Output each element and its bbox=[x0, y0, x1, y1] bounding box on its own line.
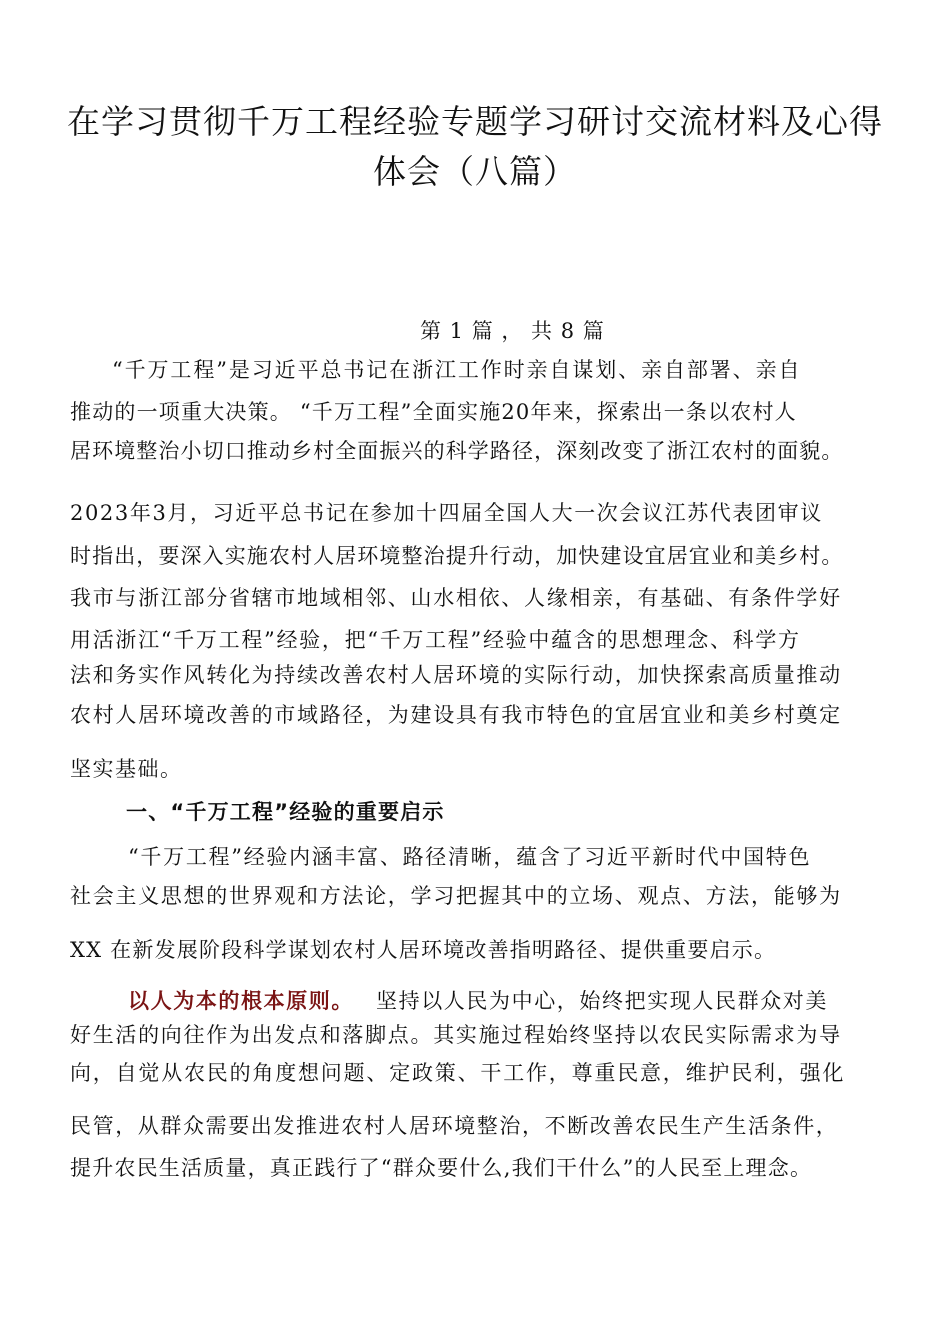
paragraph-4-line-5: 提升农民生活质量，真正践行了“群众要什么,我们干什么”的人民至上理念。 bbox=[70, 1156, 813, 1180]
paragraph-1-line-3: 居环境整治小切口推动乡村全面振兴的科学路径，深刻改变了浙江农村的面貌。 bbox=[70, 439, 844, 463]
paragraph-4-line-2: 好生活的向往作为出发点和落脚点。其实施过程始终坚持以农民实际需求为导 bbox=[70, 1023, 842, 1047]
section-heading: 一、“千万工程”经验的重要启示 bbox=[126, 800, 445, 824]
document-title-line-1: 在学习贯彻千万工程经验专题学习研讨交流材料及心得 bbox=[67, 102, 883, 141]
paragraph-2-line-5: 法和务实作风转化为持续改善农村人居环境的实际行动，加快探索高质量推动 bbox=[70, 663, 842, 687]
document-title-line-2: 体会（八篇） bbox=[373, 152, 577, 191]
paragraph-3-line-3: XX 在新发展阶段科学谋划农村人居环境改善指明路径、提供重要启示。 bbox=[70, 938, 777, 962]
paragraph-3-line-1: “千万工程”经验内涵丰富、路径清晰，蕴含了习近平新时代中国特色 bbox=[128, 845, 812, 869]
paragraph-1-line-1: “千万工程”是习近平总书记在浙江工作时亲自谋划、亲自部署、亲自 bbox=[112, 358, 802, 382]
paragraph-2-line-4: 用活浙江“千万工程”经验，把“千万工程”经验中蕴含的思想理念、科学方 bbox=[70, 628, 801, 652]
paragraph-2-line-6: 农村人居环境改善的市域路径，为建设具有我市特色的宜居宜业和美乡村奠定 bbox=[70, 703, 842, 727]
paragraph-1-line-2: 推动的一项重大决策。 “千万工程”全面实施20年来，探索出一条以农村人 bbox=[70, 400, 797, 424]
paragraph-2-line-2: 时指出，要深入实施农村人居环境整治提升行动，加快建设宜居宜业和美乡村。 bbox=[70, 544, 844, 568]
paragraph-3-line-2: 社会主义思想的世界观和方法论，学习把握其中的立场、观点、方法，能够为 bbox=[70, 884, 842, 908]
paragraph-4-line-4: 民管，从群众需要出发推进农村人居环境整治，不断改善农民生产生活条件， bbox=[70, 1114, 839, 1138]
paragraph-4-line-1-text: 坚持以人民为中心，始终把实现人民群众对美 bbox=[376, 989, 828, 1013]
paragraph-4-line-3: 向，自觉从农民的角度想问题、定政策、干工作，尊重民意，维护民利，强化 bbox=[70, 1061, 846, 1085]
paragraph-2-line-3: 我市与浙江部分省辖市地域相邻、山水相依、人缘相亲，有基础、有条件学好 bbox=[70, 586, 842, 610]
paragraph-2-line-1: 2023年3月，习近平总书记在参加十四届全国人大一次会议江苏代表团审议 bbox=[70, 501, 823, 525]
paragraph-2-line-7: 坚实基础。 bbox=[70, 757, 183, 781]
paragraph-4-lead: 以人为本的根本原则。 bbox=[128, 988, 354, 1013]
paragraph-4-line-1 bbox=[128, 986, 828, 1016]
part-label: 第 1 篇 ， 共 8 篇 bbox=[420, 319, 605, 343]
